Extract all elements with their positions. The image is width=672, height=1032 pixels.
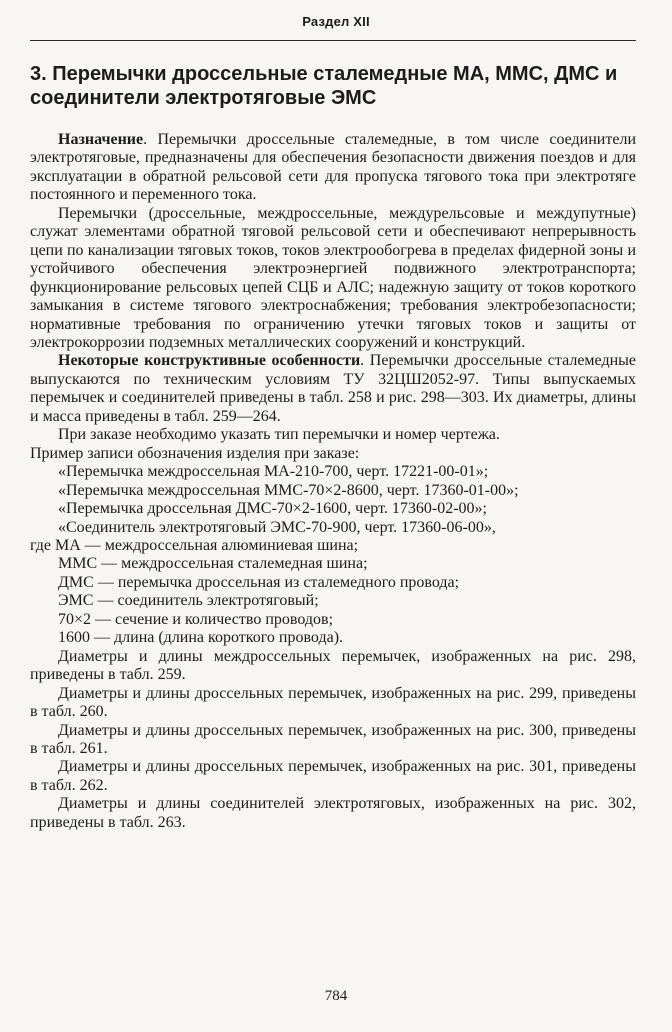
page-number: 784 <box>324 988 348 1004</box>
paragraph-design <box>30 352 636 426</box>
example-line-4: «Соединитель электротяговый ЭМС-70-900, черт. 17360-06-00», <box>58 518 496 536</box>
example-line-3: «Перемычка дроссельная ДМС-70×2-1600, черт. 17360-02-00»; <box>58 500 487 518</box>
body-text <box>30 131 636 832</box>
purpose-text: . Перемычки дроссельные сталемедные, в том числе соединители электротяговые, предназначены для обеспечения безопасности движения поездов и для эксплуатации в обратной рельсовой сети для пропуска тягового тока при электротяге постоянного и переменного тока. <box>30 131 636 204</box>
design-text: . Перемычки дроссельные сталемедные выпускаются по техническим условиям ТУ 32ЦШ2052-97. Типы выпускаемых перемычек и соединителей приведены в табл. 258 и рис. 298—303. Их диаметры, длины и масса приведены в табл. 259—264. <box>30 352 636 425</box>
paragraph-order: При заказе необходимо указать тип перемычки и номер чертежа. <box>58 426 500 444</box>
legend-where: где МА — междроссельная алюминиевая шина; <box>30 536 359 554</box>
section-title: 3. Перемычки дроссельные сталемедные МА, ММС, ДМС и соединители электротяговые ЭМС <box>30 63 618 109</box>
header-rule <box>30 40 636 41</box>
legend-item-4: 70×2 — сечение и количество проводов; <box>58 610 334 628</box>
reference-paragraph-2: Диаметры и длины дроссельных перемычек, изображенных на рис. 299, приведены в табл. 260. <box>30 684 636 721</box>
design-lead: Некоторые конструктивные особенности <box>58 352 361 370</box>
example-line-2: «Перемычка междроссельная ММС-70×2-8600, черт. 17360-01-00»; <box>58 481 519 499</box>
legend-item-1: ММС — междроссельная сталемедная шина; <box>58 555 368 573</box>
running-head: Раздел XII <box>302 14 370 29</box>
reference-paragraph-4: Диаметры и длины дроссельных перемычек, изображенных на рис. 301, приведены в табл. 262. <box>30 758 636 794</box>
legend-item-2: ДМС — перемычка дроссельная из сталемедного провода; <box>58 573 460 591</box>
purpose-lead: Назначение <box>58 131 144 148</box>
legend-item-3: ЭМС — соединитель электротяговый; <box>58 592 319 610</box>
reference-paragraph-3: Диаметры и длины дроссельных перемычек, изображенных на рис. 300, приведены в табл. 261. <box>30 721 636 757</box>
example-line-1: «Перемычка междроссельная МА-210-700, черт. 17221-00-01»; <box>58 463 489 481</box>
reference-paragraph-5: Диаметры и длины соединителей электротяговых, изображенных на рис. 302, приведены в табл. 263. <box>30 795 636 831</box>
paragraph-jumpers: Перемычки (дроссельные, междроссельные, междурельсовые и междупутные) служат элементами обратной тяговой рельсовой сети и обеспечивают непрерывность цепи по канализации тяговых токов, токов электрообогрева в пределах фидерной зоны и устойчивого обеспечения электроэнергией подвижного электротранспорта; функционирование рельсовых цепей СЦБ и АЛС; надежную защиту от токов короткого замыкания в системе тягового электроснабжения; требования электробезопасности; нормативные требования по ограничению утечки тяговых токов и защиты от электрокоррозии подземных металлических сооружений и конструкций. <box>30 204 636 351</box>
paragraph-purpose <box>30 131 636 205</box>
reference-paragraph-1: Диаметры и длины междроссельных перемычек, изображенных на рис. 298, приведены в табл. 259. <box>30 647 636 684</box>
paragraph-example-intro: Пример записи обозначения изделия при заказе: <box>30 444 360 462</box>
legend-item-5: 1600 — длина (длина короткого провода). <box>58 629 344 647</box>
